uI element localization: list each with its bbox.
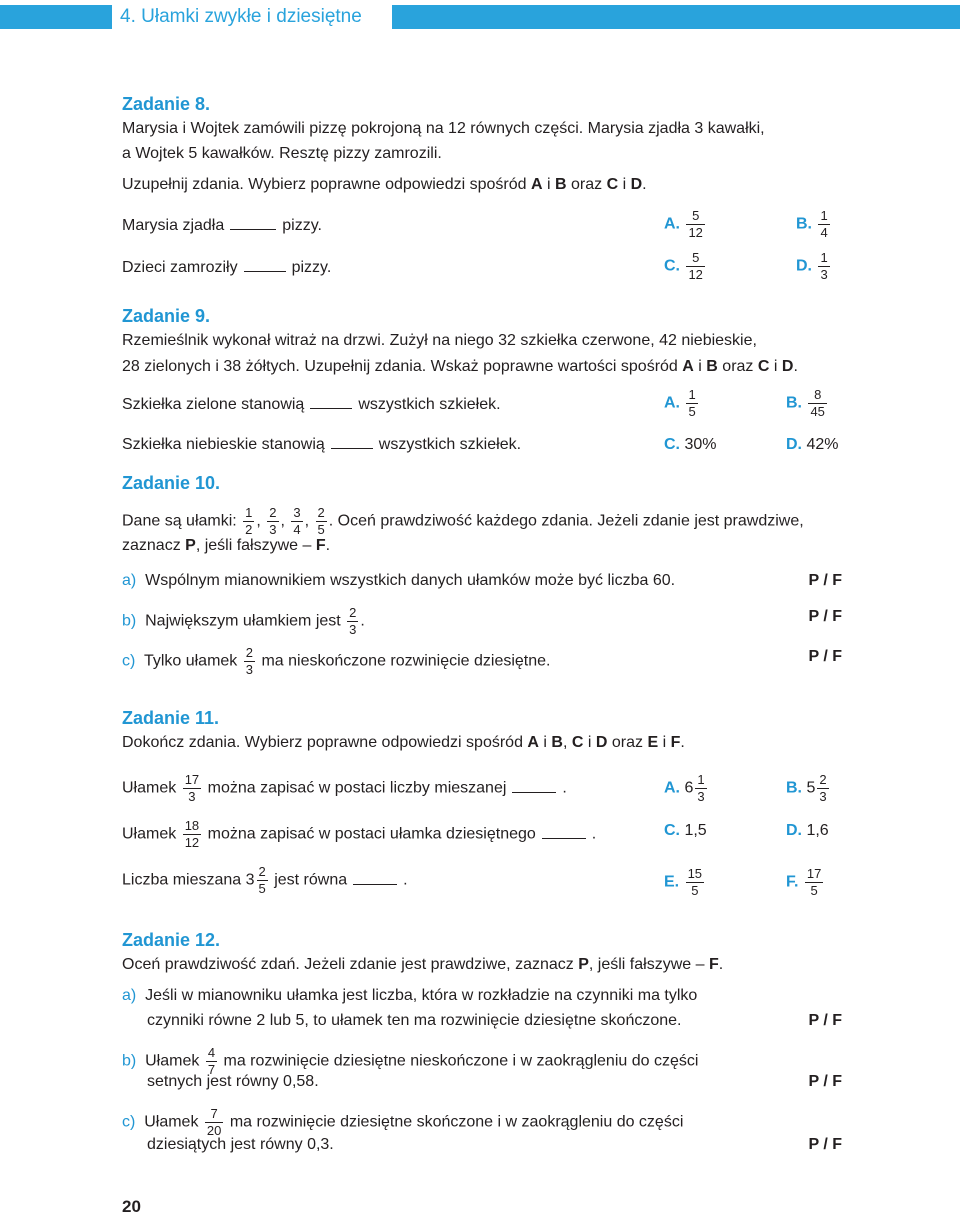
task-9-text-line-2: 28 zielonych i 38 żółtych. Uzupełnij zdania. Wskaż poprawne wartości spośród A i B oraz C i D.: [122, 358, 798, 375]
answer-blank[interactable]: [353, 873, 397, 885]
fraction: $\frac{2}{5}$: [317, 505, 325, 537]
task-11-option-f[interactable]: F. $\frac{17}{5}$: [786, 866, 822, 898]
fraction: $\frac{4}{7}$: [207, 1045, 216, 1077]
task-8-option-b[interactable]: B. $\frac{1}{4}$: [796, 208, 828, 240]
answer-blank[interactable]: [542, 827, 586, 839]
task-8-option-c[interactable]: C. $\frac{5}{12}$: [664, 250, 703, 282]
task-9-option-d[interactable]: D. 42%: [786, 436, 839, 453]
task-12-item-b: b) Ułamek $\frac{4}{7}$ ma rozwinięcie dziesiętne nieskończone i w zaokrągleniu do części: [122, 1045, 699, 1077]
fraction: $\frac{8}{45}$: [810, 387, 825, 419]
fraction: $\frac{2}{3}$: [245, 645, 253, 677]
answer-blank[interactable]: [244, 260, 286, 272]
fraction: $\frac{2}{3}$: [819, 772, 827, 804]
task-8-text-line-1: Marysia i Wojtek zamówili pizzę pokrojoną na 12 równych części. Marysia zjadła 3 kawałki,: [122, 120, 765, 137]
fraction: $\frac{1}{3}$: [697, 772, 705, 804]
task-11-option-a[interactable]: A. 6 $\frac{1}{3}$: [664, 772, 705, 804]
fraction: $\frac{2}{3}$: [269, 505, 277, 537]
fraction: $\frac{18}{12}$: [184, 818, 200, 850]
task-12-item-c-line-2: dziesiątych jest równy 0,3.: [147, 1136, 334, 1153]
header-accent-bar-left: [0, 5, 112, 29]
task-11-sentence-2: Ułamek $\frac{18}{12}$ można zapisać w postaci ułamka dziesiętnego .: [122, 818, 597, 850]
task-9-title: Zadanie 9.: [122, 306, 211, 326]
fraction: $\frac{1}{3}$: [820, 250, 828, 282]
chapter-title: 4. Ułamki zwykłe i dziesiętne: [120, 6, 362, 27]
fraction: $\frac{15}{5}$: [687, 866, 703, 898]
task-10-item-b: b) Największym ułamkiem jest $\frac{2}{3}$ .: [122, 605, 365, 637]
fraction: $\frac{1}{4}$: [820, 208, 828, 240]
task-10-intro: Dane są ułamki: $\frac{1}{2}$ , $\frac{2}{3}$ , $\frac{3}{4}$ , $\frac{2}{5}$ . Oceń prawdziwość każdego zdania. Jeżeli zdanie jest prawdziwe,: [122, 505, 804, 537]
answer-blank[interactable]: [230, 218, 276, 230]
true-false-choice[interactable]: P / F: [808, 1012, 842, 1029]
task-12-item-a: a) Jeśli w mianowniku ułamka jest liczba, która w rozkładzie na czynniki ma tylko: [122, 987, 698, 1004]
task-12-item-b-line-2: setnych jest równy 0,58.: [147, 1073, 319, 1090]
task-12-title: Zadanie 12.: [122, 930, 221, 950]
task-8-title: Zadanie 8.: [122, 94, 211, 114]
task-9-sentence-1: Szkiełka zielone stanowią wszystkich szkiełek.: [122, 396, 501, 413]
task-9-sentence-2: Szkiełka niebieskie stanowią wszystkich szkiełek.: [122, 436, 522, 453]
task-10-intro-line-2: zaznacz P, jeśli fałszywe – F.: [122, 537, 331, 554]
fraction: $\frac{3}{4}$: [293, 505, 301, 537]
fraction: $\frac{1}{2}$: [245, 505, 253, 537]
task-8-option-a[interactable]: A. $\frac{5}{12}$: [664, 208, 703, 240]
answer-blank[interactable]: [512, 781, 556, 793]
fraction: $\frac{1}{5}$: [688, 387, 696, 419]
task-11-title: Zadanie 11.: [122, 708, 220, 728]
task-11-option-e[interactable]: E. $\frac{15}{5}$: [664, 866, 703, 898]
answer-blank[interactable]: [331, 437, 373, 449]
true-false-choice[interactable]: P / F: [808, 572, 842, 589]
answer-blank[interactable]: [310, 397, 352, 409]
fraction: $\frac{7}{20}$: [206, 1106, 222, 1138]
task-10-item-c: c) Tylko ułamek $\frac{2}{3}$ ma nieskończone rozwinięcie dziesiętne.: [122, 645, 551, 677]
fraction: $\frac{2}{3}$: [349, 605, 357, 637]
task-8-sentence-1: Marysia zjadła pizzy.: [122, 217, 322, 234]
task-8-instruction: Uzupełnij zdania. Wybierz poprawne odpowiedzi spośród A i B oraz C i D.: [122, 176, 647, 193]
task-9-option-b[interactable]: B. $\frac{8}{45}$: [786, 387, 825, 419]
fraction: $\frac{5}{12}$: [688, 250, 703, 282]
task-9-text-line-1: Rzemieślnik wykonał witraż na drzwi. Zużył na niego 32 szkiełka czerwone, 42 niebieskie,: [122, 332, 757, 349]
task-8-text-line-2: a Wojtek 5 kawałków. Resztę pizzy zamrozili.: [122, 145, 442, 162]
true-false-choice[interactable]: P / F: [808, 1073, 842, 1090]
task-11-option-d[interactable]: D. 1,6: [786, 822, 829, 839]
task-9-option-a[interactable]: A. $\frac{1}{5}$: [664, 387, 696, 419]
fraction: $\frac{17}{3}$: [184, 772, 200, 804]
task-8-sentence-2: Dzieci zamroziły pizzy.: [122, 259, 332, 276]
task-11-option-c[interactable]: C. 1,5: [664, 822, 707, 839]
fraction: $\frac{5}{12}$: [688, 208, 703, 240]
task-10-item-a: a) Wspólnym mianownikiem wszystkich danych ułamków może być liczba 60.: [122, 572, 676, 589]
task-11-option-b[interactable]: B. 5 $\frac{2}{3}$: [786, 772, 827, 804]
task-8-option-d[interactable]: D. $\frac{1}{3}$: [796, 250, 828, 282]
fraction: $\frac{17}{5}$: [806, 866, 822, 898]
task-12-item-c: c) Ułamek $\frac{7}{20}$ ma rozwinięcie dziesiętne skończone i w zaokrągleniu do części: [122, 1106, 684, 1138]
task-10-title: Zadanie 10.: [122, 473, 221, 493]
true-false-choice[interactable]: P / F: [808, 608, 842, 625]
page-number: 20: [122, 1197, 141, 1214]
task-11-sentence-1: Ułamek $\frac{17}{3}$ można zapisać w postaci liczby mieszanej .: [122, 772, 567, 804]
task-11-sentence-3: Liczba mieszana 3 $\frac{2}{5}$ jest równa .: [122, 864, 408, 896]
task-12-item-a-line-2: czynniki równe 2 lub 5, to ułamek ten ma rozwinięcie dziesiętne skończone.: [147, 1012, 682, 1029]
task-9-option-c[interactable]: C. 30%: [664, 436, 717, 453]
true-false-choice[interactable]: P / F: [808, 648, 842, 665]
task-11-instruction: Dokończ zdania. Wybierz poprawne odpowiedzi spośród A i B, C i D oraz E i F.: [122, 734, 685, 751]
header-accent-bar-right: [392, 5, 960, 29]
fraction: $\frac{2}{5}$: [258, 864, 266, 896]
task-12-instruction: Oceń prawdziwość zdań. Jeżeli zdanie jest prawdziwe, zaznacz P, jeśli fałszywe – F.: [122, 956, 724, 973]
true-false-choice[interactable]: P / F: [808, 1136, 842, 1153]
